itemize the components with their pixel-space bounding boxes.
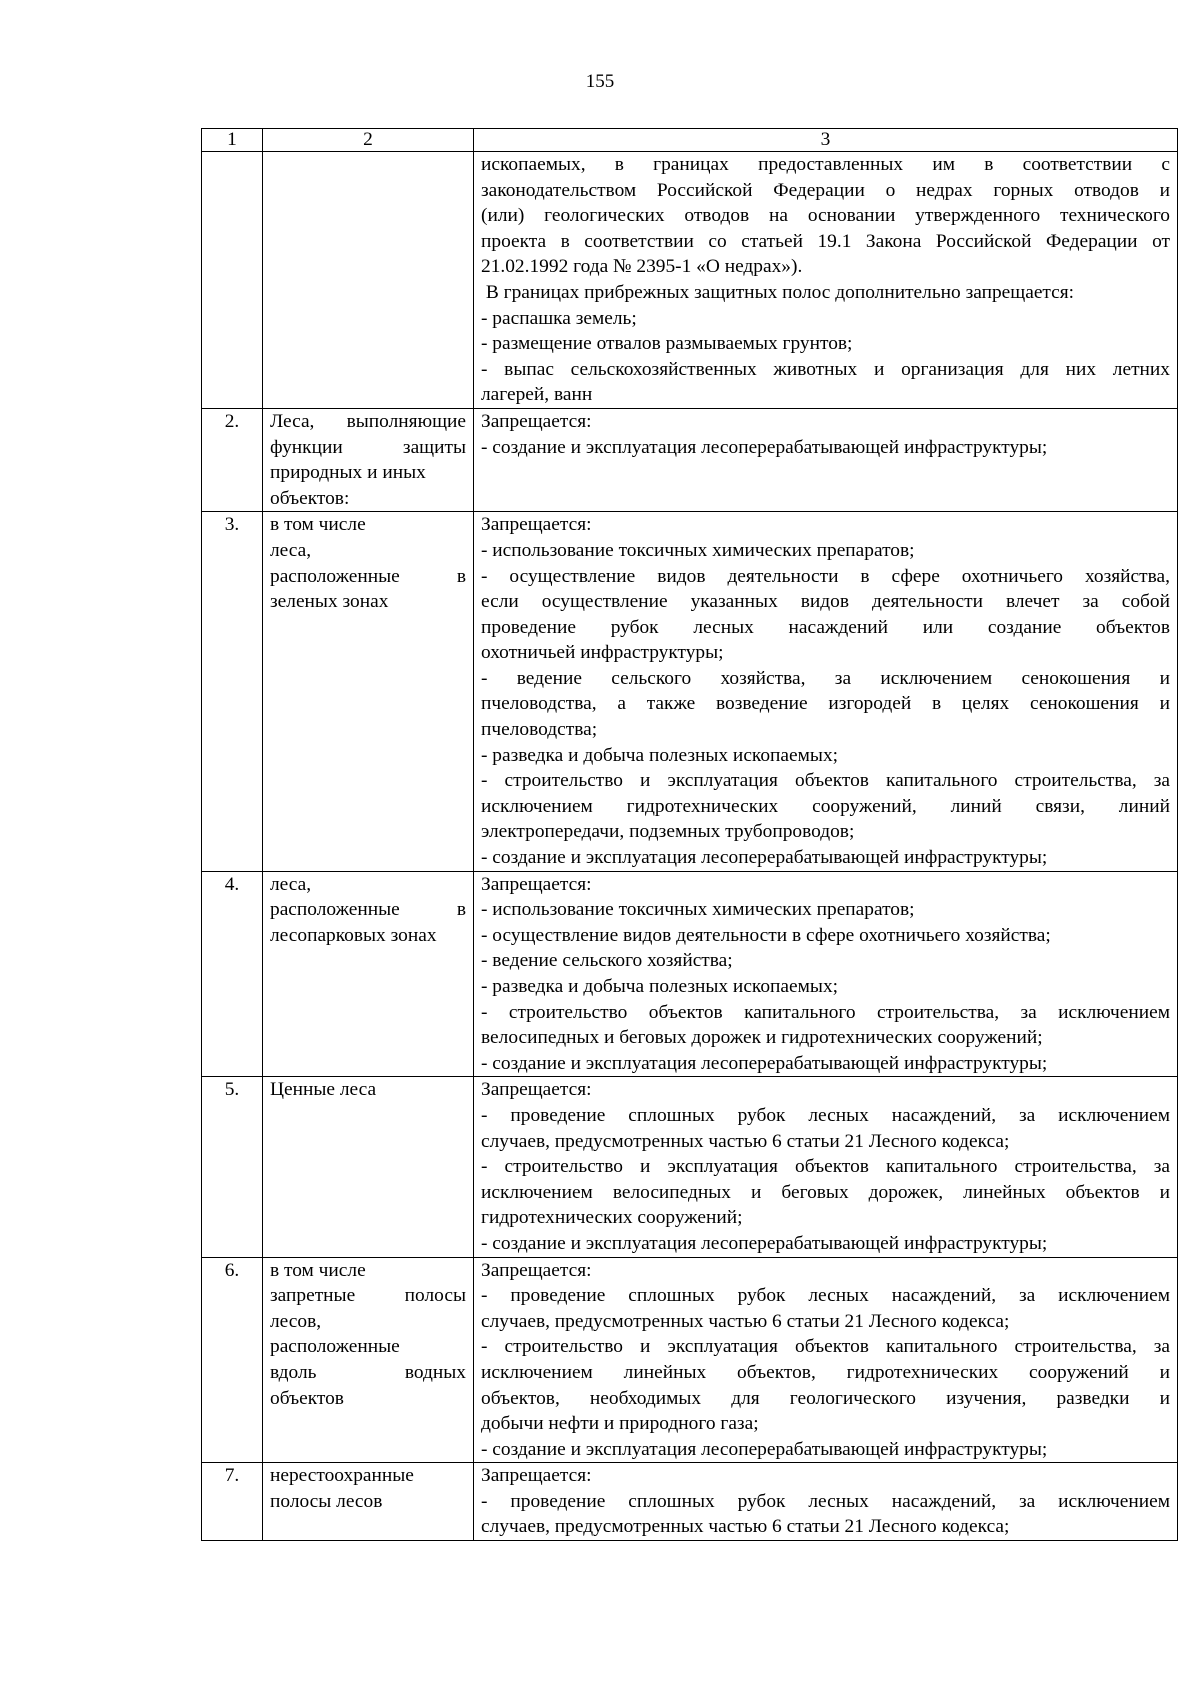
restrictions-text [474,1257,1178,1463]
restriction-line: пчеловодства; [481,719,598,741]
restriction-line: проекта в соответствии со статьей 19.1 Закона Российской Федерации от [481,230,1170,252]
restriction-line: 21.02.1992 года № 2395-1 «О недрах»). [481,256,803,278]
restriction-line: законодательством Российской Федерации о недрах горных отводов и [481,179,1170,201]
restriction-line: - создание и эксплуатация лесоперерабатывающей инфраструктуры; [481,436,1048,458]
restriction-line: - создание и эксплуатация лесоперерабатывающей инфраструктуры; [481,847,1048,869]
restriction-line: случаев, предусмотренных частью 6 статьи 21 Лесного кодекса; [481,1310,1010,1332]
header-col-1: 1 [202,129,263,152]
row-number: 3. [202,512,263,871]
restriction-line: - строительство объектов капитального строительства, за исключением [481,1001,1170,1023]
restriction-line: - проведение сплошных рубок лесных насаждений, за исключением [481,1490,1170,1512]
restriction-line: - создание и эксплуатация лесоперерабатывающей инфраструктуры; [481,1232,1048,1254]
category-line: вдоль водных [270,1361,466,1383]
restriction-line: объектов, необходимых для геологического изучения, разведки и [481,1387,1170,1409]
forest-category [263,1257,474,1463]
table-row [202,512,1178,871]
restriction-line: добычи нефти и природного газа; [481,1413,759,1435]
table-row [202,1077,1178,1257]
category-line: расположенные в [270,565,466,587]
restrictions-text [474,512,1178,871]
restriction-line: если осуществление указанных видов деятельности влечет за собой [481,591,1170,613]
restriction-line: исключением велосипедных и беговых дорожек, линейных объектов и [481,1181,1170,1203]
restriction-line: - выпас сельскохозяйственных животных и организация для них летних [481,358,1170,380]
forest-category [263,512,474,871]
restriction-line: - проведение сплошных рубок лесных насаждений, за исключением [481,1104,1170,1126]
restrictions-text [474,1463,1178,1541]
restriction-line: исключением гидротехнических сооружений, линий связи, линий [481,795,1170,817]
restriction-line: - распашка земель; [481,307,637,329]
category-line: объектов [270,1387,344,1409]
restriction-line: исключением линейных объектов, гидротехнических сооружений и [481,1361,1170,1383]
forest-category [263,152,474,409]
row-number [202,152,263,409]
category-line: природных и иных [270,462,426,484]
category-line: полосы лесов [270,1490,383,1512]
restriction-line: случаев, предусмотренных частью 6 статьи 21 Лесного кодекса; [481,1516,1010,1538]
forest-category [263,871,474,1077]
restriction-line: - размещение отвалов размываемых грунтов; [481,333,853,355]
restriction-line: - проведение сплошных рубок лесных насаждений, за исключением [481,1285,1170,1307]
restriction-line: проведение рубок лесных насаждений или создание объектов [481,616,1170,638]
row-number: 4. [202,871,263,1077]
restrictions-table [201,128,1178,1541]
restriction-line: В границах прибрежных защитных полос дополнительно запрещается: [481,281,1075,303]
row-number: 6. [202,1257,263,1463]
category-line: Леса, выполняющие [270,410,466,432]
restriction-line: - осуществление видов деятельности в сфере охотничьего хозяйства; [481,924,1051,946]
restriction-line: пчеловодства, а также возведение изгородей в целях сенокошения и [481,693,1170,715]
table-row [202,1463,1178,1541]
category-line: леса, [270,539,312,561]
restriction-line: - осуществление видов деятельности в сфере охотничьего хозяйства, [481,565,1170,587]
restriction-line: - использование токсичных химических препаратов; [481,899,915,921]
category-line: в том числе [270,514,366,536]
category-line: Ценные леса [270,1079,377,1101]
restriction-line: Запрещается: [481,1259,592,1281]
page-number: 155 [585,71,615,92]
category-line: лесов, [270,1310,322,1332]
forest-category [263,1077,474,1257]
restriction-line: Запрещается: [481,873,592,895]
restrictions-text [474,152,1178,409]
restriction-line: велосипедных и беговых дорожек и гидротехнических сооружений; [481,1027,1043,1049]
restriction-line: - создание и эксплуатация лесоперерабатывающей инфраструктуры; [481,1438,1048,1460]
restriction-line: - ведение сельского хозяйства, за исключением сенокошения и [481,667,1170,689]
restriction-line: Запрещается: [481,1079,592,1101]
restriction-line: лагерей, ванн [481,384,593,406]
table-row [202,1257,1178,1463]
restriction-line: электропередачи, подземных трубопроводов; [481,821,855,843]
category-line: лесопарковых зонах [270,924,437,946]
row-number: 5. [202,1077,263,1257]
restriction-line: - ведение сельского хозяйства; [481,950,733,972]
header-col-2: 2 [263,129,474,152]
restriction-line: случаев, предусмотренных частью 6 статьи 21 Лесного кодекса; [481,1130,1010,1152]
restriction-line: (или) геологических отводов на основании утвержденного технического [481,205,1170,227]
header-col-3: 3 [474,129,1178,152]
restriction-line: Запрещается: [481,514,592,536]
restrictions-text [474,408,1178,511]
row-number: 2. [202,408,263,511]
restriction-line: охотничьей инфраструктуры; [481,642,724,664]
restriction-line: Запрещается: [481,1465,592,1487]
forest-category [263,1463,474,1541]
restriction-line: - использование токсичных химических препаратов; [481,539,915,561]
table-header-row [202,129,1178,152]
table-row [202,152,1178,409]
restriction-line: Запрещается: [481,410,592,432]
category-line: объектов: [270,487,350,509]
restriction-line: - разведка и добыча полезных ископаемых; [481,976,839,997]
category-line: расположенные в [270,899,466,921]
restriction-line: - строительство и эксплуатация объектов капитального строительства, за [481,1156,1170,1178]
restriction-line: - строительство и эксплуатация объектов капитального строительства, за [481,1336,1170,1358]
table-row [202,871,1178,1077]
category-line: функции защиты [270,436,466,458]
category-line: зеленых зонах [270,591,389,613]
category-line: запретные полосы [270,1285,466,1307]
category-line: в том числе [270,1259,366,1281]
restriction-line: гидротехнических сооружений; [481,1207,743,1229]
restrictions-text [474,871,1178,1077]
restrictions-text [474,1077,1178,1257]
restriction-line: - создание и эксплуатация лесоперерабатывающей инфраструктуры; [481,1052,1048,1074]
restriction-line: - разведка и добыча полезных ископаемых; [481,744,839,766]
row-number: 7. [202,1463,263,1541]
table-row [202,408,1178,511]
restriction-line: - строительство и эксплуатация объектов капитального строительства, за [481,770,1170,792]
restriction-line: ископаемых, в границах предоставленных им в соответствии с [481,154,1170,175]
category-line: нерестоохранные [270,1465,414,1487]
category-line: расположенные [270,1336,400,1358]
category-line: леса, [270,873,312,895]
forest-category [263,408,474,511]
